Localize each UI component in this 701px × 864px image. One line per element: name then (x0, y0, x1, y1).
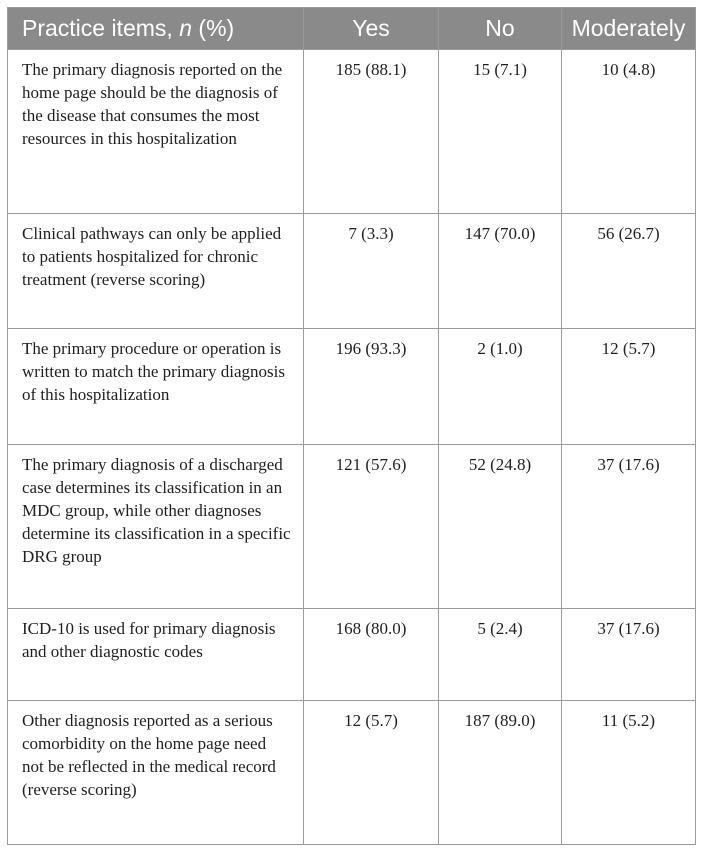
header-yes: Yes (304, 8, 439, 50)
row-no-value: 187 (89.0) (439, 701, 562, 845)
row-no-value: 5 (2.4) (439, 609, 562, 701)
header-item-suffix: (%) (192, 15, 235, 41)
row-no-value: 147 (70.0) (439, 214, 562, 329)
row-no-value: 52 (24.8) (439, 445, 562, 609)
table-row (8, 329, 696, 445)
header-no: No (439, 8, 562, 50)
row-yes-value: 196 (93.3) (304, 329, 439, 445)
header-moderately: Moderately (562, 8, 696, 50)
table-row (8, 214, 696, 329)
table-row (8, 609, 696, 701)
row-yes-value: 168 (80.0) (304, 609, 439, 701)
header-item-n: n (179, 15, 193, 41)
practice-items-table (7, 7, 696, 845)
row-yes-value: 185 (88.1) (304, 50, 439, 214)
row-no-value: 15 (7.1) (439, 50, 562, 214)
row-moderately-value: 10 (4.8) (562, 50, 696, 214)
row-moderately-value: 37 (17.6) (562, 609, 696, 701)
row-yes-value: 12 (5.7) (304, 701, 439, 845)
row-item-text: Other diagnosis reported as a serious comorbidity on the home page need not be reflected in the medical record (reverse scoring) (8, 701, 304, 845)
row-moderately-value: 56 (26.7) (562, 214, 696, 329)
row-moderately-value: 11 (5.2) (562, 701, 696, 845)
header-practice-items (8, 8, 304, 50)
row-no-value: 2 (1.0) (439, 329, 562, 445)
table-row (8, 445, 696, 609)
header-item-prefix: Practice items, (22, 15, 180, 41)
row-moderately-value: 37 (17.6) (562, 445, 696, 609)
row-moderately-value: 12 (5.7) (562, 329, 696, 445)
row-yes-value: 7 (3.3) (304, 214, 439, 329)
row-yes-value: 121 (57.6) (304, 445, 439, 609)
table-row (8, 50, 696, 214)
row-item-text: The primary diagnosis reported on the home page should be the diagnosis of the disease that consumes the most resources in this hospitalization (8, 50, 304, 214)
row-item-text: Clinical pathways can only be applied to patients hospitalized for chronic treatment (reverse scoring) (8, 214, 304, 329)
table-header-row (8, 8, 696, 50)
row-item-text: The primary procedure or operation is written to match the primary diagnosis of this hospitalization (8, 329, 304, 445)
row-item-text: The primary diagnosis of a discharged case determines its classification in an MDC group, while other diagnoses determine its classification in a specific DRG group (8, 445, 304, 609)
table-row (8, 701, 696, 845)
row-item-text: ICD-10 is used for primary diagnosis and other diagnostic codes (8, 609, 304, 701)
